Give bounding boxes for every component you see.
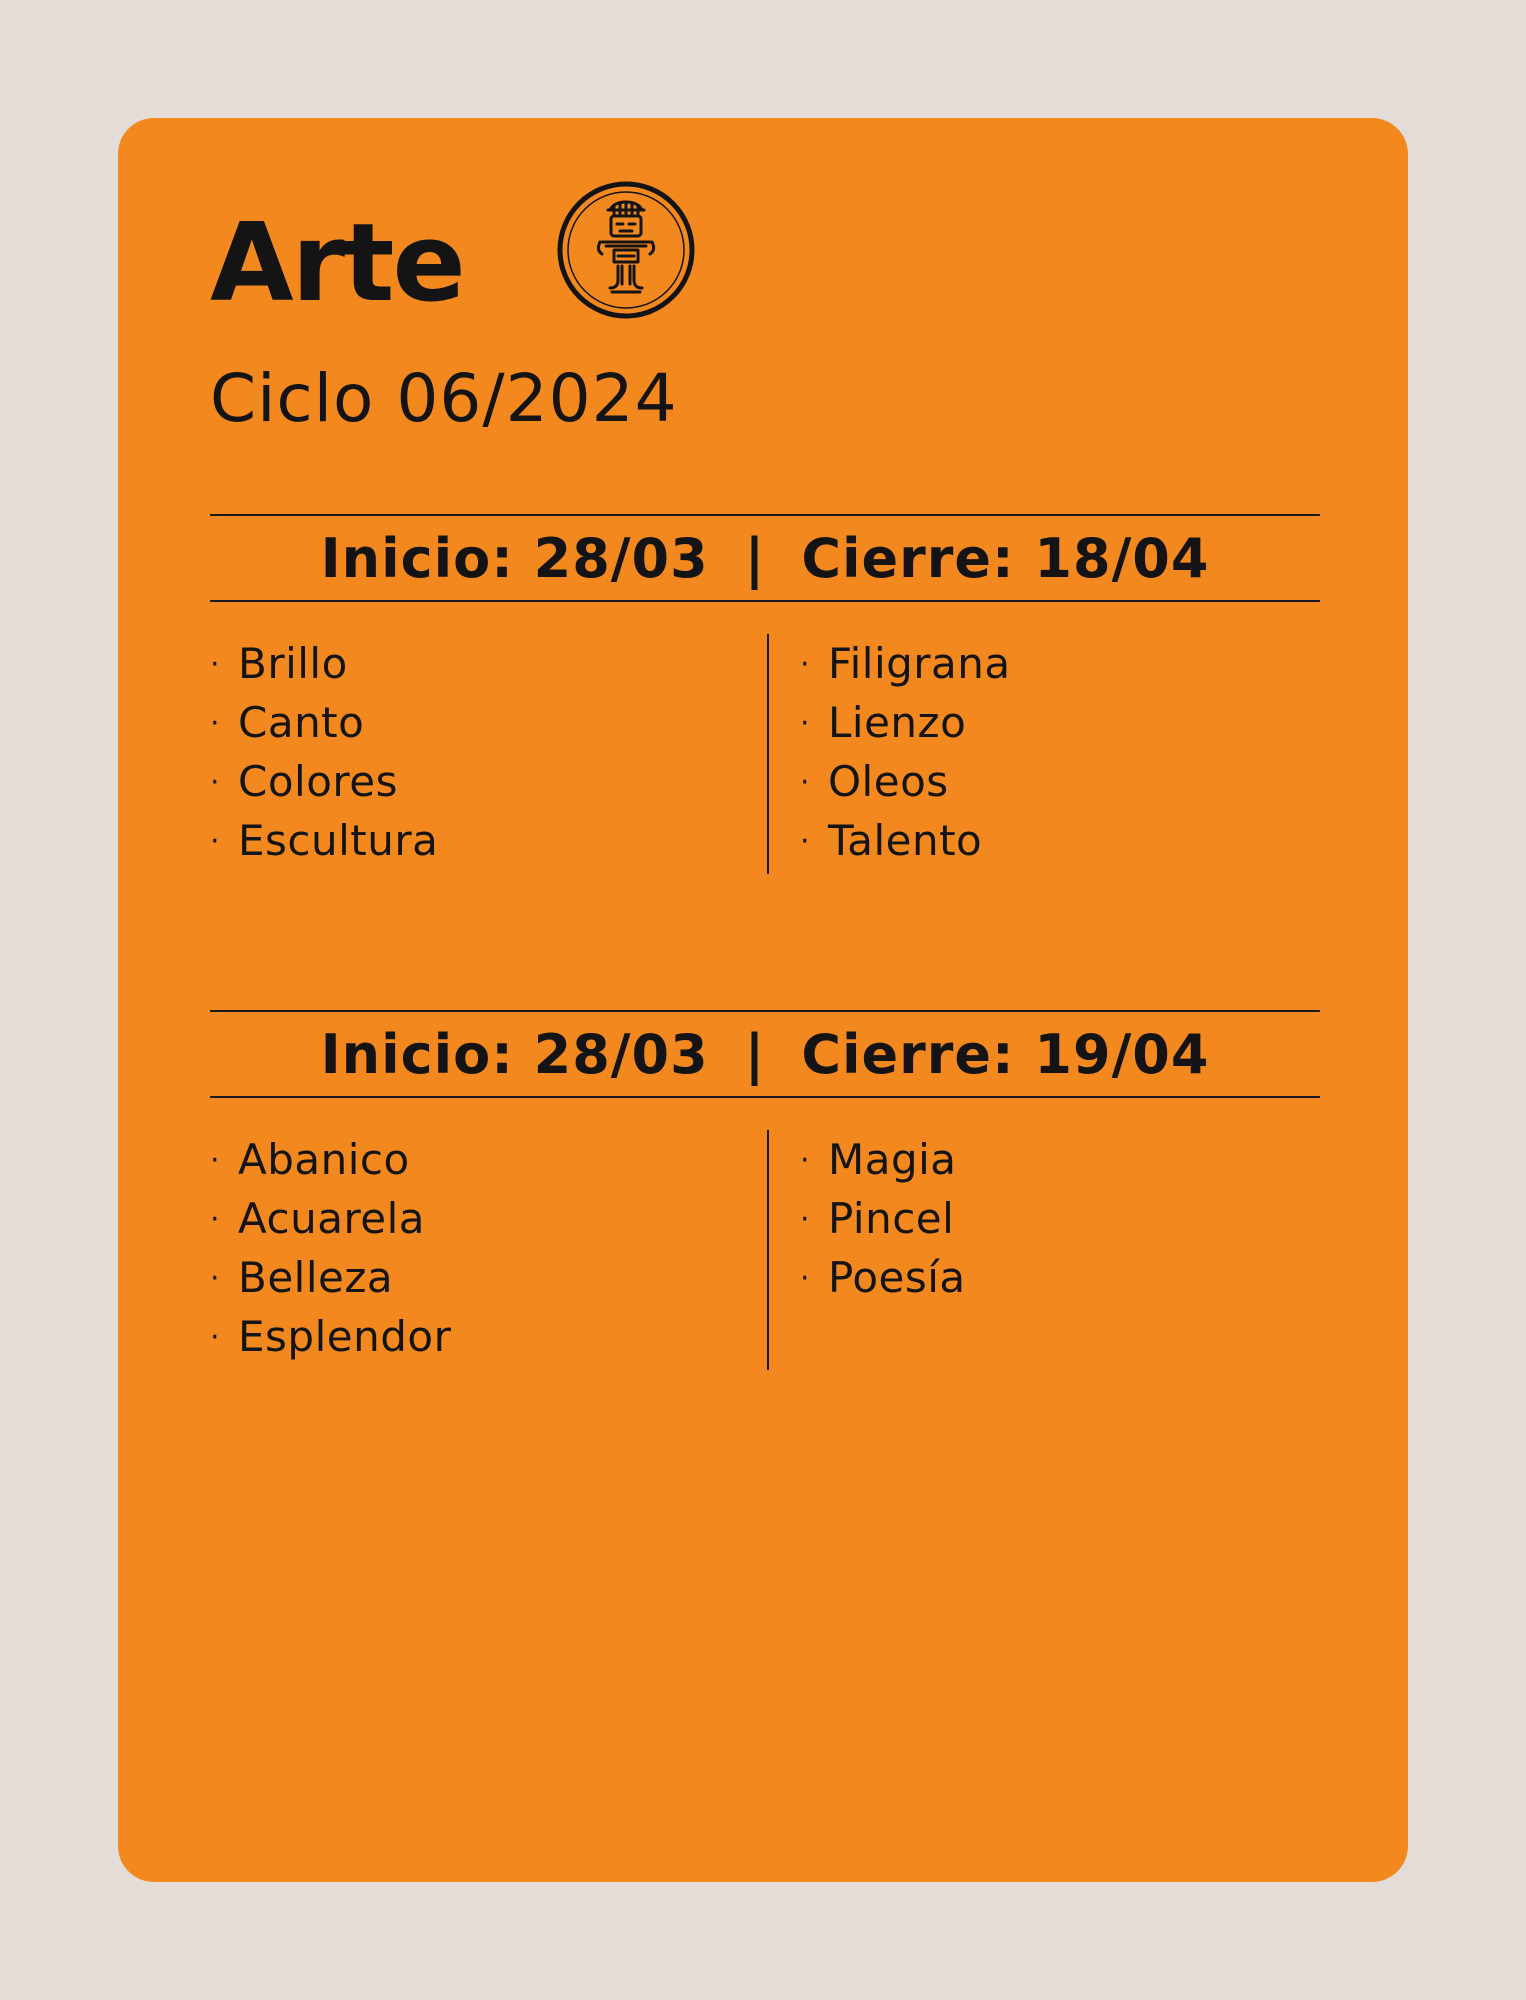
page-title: Arte (210, 201, 464, 326)
list-item: · Lienzo (800, 698, 967, 747)
schedule-section-2 (210, 1010, 1320, 1370)
cycle-subtitle: Ciclo 06/2024 (210, 360, 678, 437)
list-item: · Canto (210, 698, 365, 747)
end-date: Cierre: 18/04 (801, 526, 1210, 590)
left-word-list (210, 634, 438, 870)
date-range (210, 1012, 1320, 1096)
list-item: · Acuarela (210, 1194, 426, 1243)
left-word-list (210, 1130, 451, 1366)
right-word-list (800, 1130, 966, 1307)
date-separator: | (744, 526, 766, 590)
list-item: · Escultura (210, 816, 439, 865)
right-word-list (800, 634, 1011, 870)
list-item: · Esplendor (210, 1312, 452, 1361)
list-item: · Filigrana (800, 639, 1011, 688)
pre-columbian-figure-icon (556, 180, 696, 320)
word-columns (210, 634, 1320, 874)
list-item: · Brillo (210, 639, 348, 688)
schedule-section-1 (210, 514, 1320, 874)
column-divider (767, 634, 769, 874)
bottom-rule (210, 1096, 1320, 1098)
list-item: · Colores (210, 757, 398, 806)
word-columns (210, 1130, 1320, 1370)
date-range (210, 516, 1320, 600)
end-date: Cierre: 19/04 (801, 1022, 1210, 1086)
list-item: · Belleza (210, 1253, 394, 1302)
bottom-rule (210, 600, 1320, 602)
start-date: Inicio: 28/03 (320, 1022, 709, 1086)
list-item: · Oleos (800, 757, 949, 806)
list-item: · Magia (800, 1135, 957, 1184)
list-item: · Abanico (210, 1135, 410, 1184)
date-separator: | (744, 1022, 766, 1086)
list-item: · Pincel (800, 1194, 955, 1243)
list-item: · Poesía (800, 1253, 966, 1302)
schedule-card (118, 118, 1408, 1882)
column-divider (767, 1130, 769, 1370)
start-date: Inicio: 28/03 (320, 526, 709, 590)
list-item: · Talento (800, 816, 983, 865)
